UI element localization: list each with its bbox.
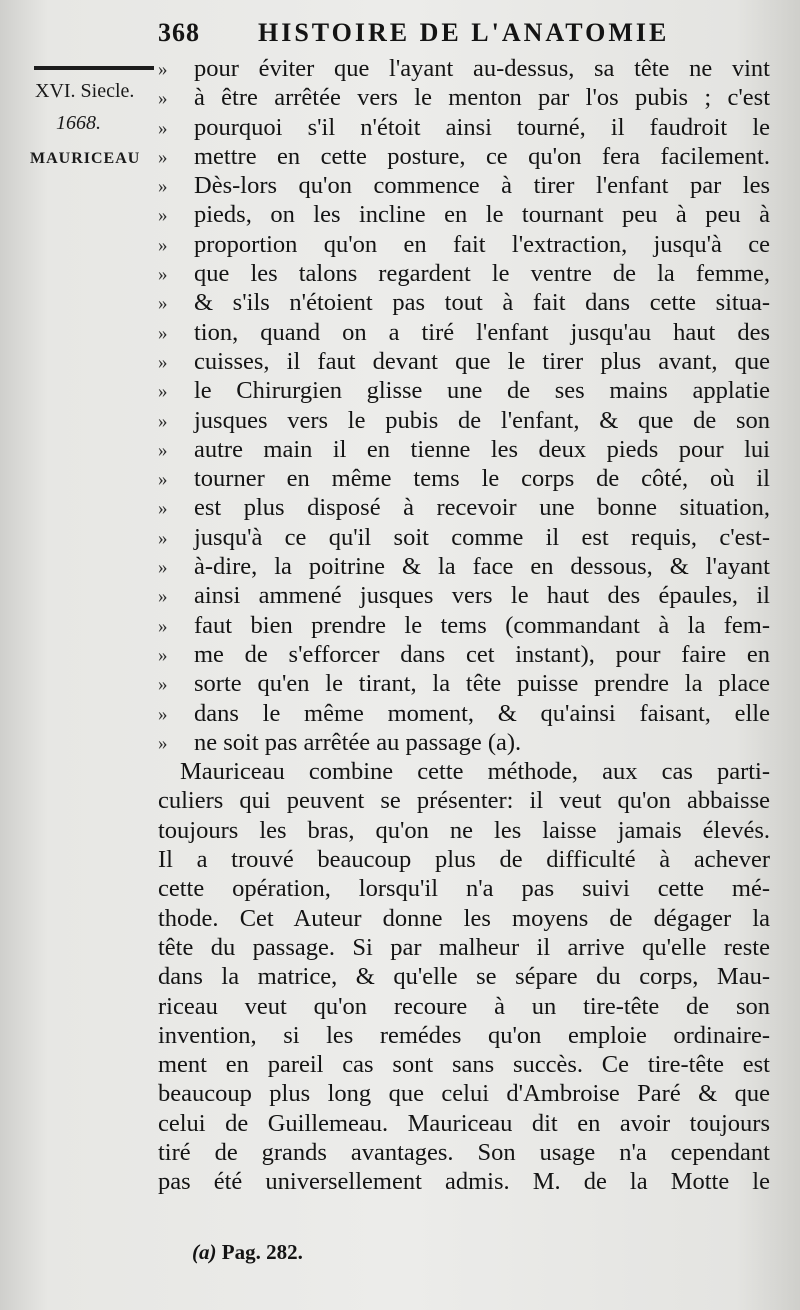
- quotation-mark: »: [158, 234, 168, 256]
- line-text: à-dire, la poitrine & la face en dessous, & l'ayant: [194, 553, 770, 581]
- line-text: pourquoi s'il n'étoit ainsi tourné, il faudroit le: [194, 113, 770, 141]
- text-line: [158, 699, 770, 728]
- line-text: culiers qui peuvent se présenter: il veut qu'on abbaisse: [158, 787, 770, 815]
- quotation-mark: »: [158, 527, 168, 549]
- text-line: [158, 1079, 770, 1108]
- line-text: ainsi ammené jusques vers le haut des épaules, il: [194, 582, 770, 610]
- text-line: [158, 904, 770, 933]
- text-line: [158, 845, 770, 874]
- line-text: ment en pareil cas sont sans succès. Ce tire-tête est: [158, 1051, 770, 1079]
- line-text: toujours les bras, qu'on ne les laisse jamais élevés.: [158, 816, 770, 844]
- line-text: Dès-lors qu'on commence à tirer l'enfant par les: [194, 172, 770, 200]
- footnote: [192, 1240, 303, 1265]
- text-line: [158, 728, 770, 757]
- line-text: me de s'efforcer dans cet instant), pour faire en: [194, 640, 770, 668]
- quotation-mark: »: [158, 264, 168, 286]
- text-line: [158, 406, 770, 435]
- quotation-mark: »: [158, 674, 168, 696]
- quotation-mark: »: [158, 117, 168, 139]
- line-text: est plus disposé à recevoir une bonne situation,: [194, 494, 770, 522]
- line-text: à être arrêtée vers le menton par l'os pubis ; c'est: [194, 84, 770, 112]
- line-text: proportion qu'on en fait l'extraction, jusqu'à ce: [194, 230, 770, 258]
- quotation-mark: »: [158, 498, 168, 520]
- quotation-mark: »: [158, 59, 168, 80]
- line-text: jusques vers le pubis de l'enfant, & que de son: [194, 406, 770, 434]
- text-line: [158, 83, 770, 112]
- footnote-mark: (a): [192, 1240, 217, 1264]
- line-text: autre main il en tienne les deux pieds pour lui: [194, 435, 770, 463]
- quotation-mark: »: [158, 88, 168, 110]
- text-line: [158, 259, 770, 288]
- quotation-mark: »: [158, 322, 168, 344]
- text-line: [158, 347, 770, 376]
- text-line: [158, 1021, 770, 1050]
- text-line: [158, 464, 770, 493]
- line-text: & s'ils n'étoient pas tout à fait dans cette situa-: [194, 289, 770, 317]
- line-text: pour éviter que l'ayant au-dessus, sa tête ne vint: [194, 55, 770, 82]
- text-line: [158, 376, 770, 405]
- text-line: [158, 318, 770, 347]
- quotation-mark: »: [158, 469, 168, 491]
- margin-note-year: 1668.: [56, 112, 101, 134]
- text-line: [158, 142, 770, 171]
- quotation-mark: »: [158, 351, 168, 373]
- quotation-mark: »: [158, 205, 168, 227]
- line-text: Mauriceau combine cette méthode, aux cas parti-: [180, 758, 770, 786]
- line-text: ne soit pas arrêtée au passage (a).: [194, 728, 522, 756]
- text-line: [158, 786, 770, 815]
- line-text: riceau veut qu'on recoure à un tire-tête de son: [158, 992, 770, 1020]
- text-line: [158, 581, 770, 610]
- text-line: [158, 493, 770, 522]
- footnote-text: Pag. 282.: [221, 1240, 303, 1264]
- line-text: tête du passage. Si par malheur il arrive qu'elle reste: [158, 933, 770, 961]
- line-text: thode. Cet Auteur donne les moyens de dégager la: [158, 904, 770, 932]
- quotation-mark: »: [158, 586, 168, 608]
- quotation-mark: »: [158, 146, 168, 168]
- body-text: [158, 54, 770, 1197]
- text-line: [158, 992, 770, 1021]
- text-line: [158, 757, 770, 786]
- line-text: cuisses, il faut devant que le tirer plus avant, que: [194, 347, 770, 375]
- text-line: [158, 640, 770, 669]
- line-text: invention, si les remédes qu'on emploie ordinaire-: [158, 1021, 770, 1049]
- quotation-mark: »: [158, 176, 168, 198]
- text-line: [158, 933, 770, 962]
- line-text: beaucoup plus long que celui d'Ambroise Paré & que: [158, 1080, 770, 1108]
- line-text: pas été universellement admis. M. de la Motte le: [158, 1168, 770, 1196]
- text-line: [158, 1167, 770, 1196]
- margin-note-century: XVI. Siecle.: [35, 80, 135, 102]
- text-line: [158, 113, 770, 142]
- line-text: pieds, on les incline en le tournant peu à peu à: [194, 201, 770, 229]
- text-line: [158, 54, 770, 83]
- line-text: tourner en même tems le corps de côté, où il: [194, 465, 770, 493]
- text-line: [158, 1050, 770, 1079]
- running-head: HISTOIRE DE L'ANATOMIE: [258, 18, 670, 47]
- quotation-mark: »: [158, 703, 168, 725]
- quotation-mark: »: [158, 644, 168, 666]
- text-line: [158, 1138, 770, 1167]
- text-line: [158, 874, 770, 903]
- line-text: sorte qu'en le tirant, la tête puisse prendre la place: [194, 670, 770, 698]
- text-line: [158, 230, 770, 259]
- text-line: [158, 200, 770, 229]
- text-line: [158, 552, 770, 581]
- quotation-mark: »: [158, 410, 168, 432]
- text-line: [158, 1109, 770, 1138]
- text-line: [158, 523, 770, 552]
- margin-note-author: MAURICEAU: [30, 150, 141, 167]
- quotation-mark: »: [158, 557, 168, 579]
- line-text: cette opération, lorsqu'il n'a pas suivi cette mé-: [158, 875, 770, 903]
- text-line: [158, 669, 770, 698]
- line-text: tiré de grands avantages. Son usage n'a cependant: [158, 1138, 770, 1166]
- line-text: dans le même moment, & qu'ainsi faisant, elle: [194, 699, 770, 727]
- line-text: que les talons regardent le ventre de la femme,: [194, 260, 770, 288]
- quotation-mark: »: [158, 293, 168, 315]
- page-header: [150, 14, 790, 48]
- quotation-mark: »: [158, 732, 168, 754]
- page-number: 368: [158, 18, 200, 47]
- quotation-mark: »: [158, 439, 168, 461]
- line-text: tion, quand on a tiré l'enfant jusqu'au haut des: [194, 318, 770, 346]
- line-text: dans la matrice, & qu'elle se sépare du corps, Mau-: [158, 963, 770, 991]
- line-text: Il a trouvé beaucoup plus de difficulté à achever: [158, 846, 770, 874]
- quotation-mark: »: [158, 615, 168, 637]
- line-text: mettre en cette posture, ce qu'on fera facilement.: [194, 142, 770, 170]
- text-line: [158, 435, 770, 464]
- line-text: jusqu'à ce qu'il soit comme il est requis, c'est-: [194, 523, 770, 551]
- line-text: celui de Guillemeau. Mauriceau dit en avoir toujours: [158, 1109, 770, 1137]
- text-line: [158, 962, 770, 991]
- margin-rule: [34, 66, 154, 70]
- text-line: [158, 171, 770, 200]
- line-text: le Chirurgien glisse une de ses mains applatie: [194, 377, 770, 405]
- text-line: [158, 288, 770, 317]
- text-line: [158, 611, 770, 640]
- line-text: faut bien prendre le tems (commandant à la fem-: [194, 611, 770, 639]
- text-line: [158, 816, 770, 845]
- quotation-mark: »: [158, 381, 168, 403]
